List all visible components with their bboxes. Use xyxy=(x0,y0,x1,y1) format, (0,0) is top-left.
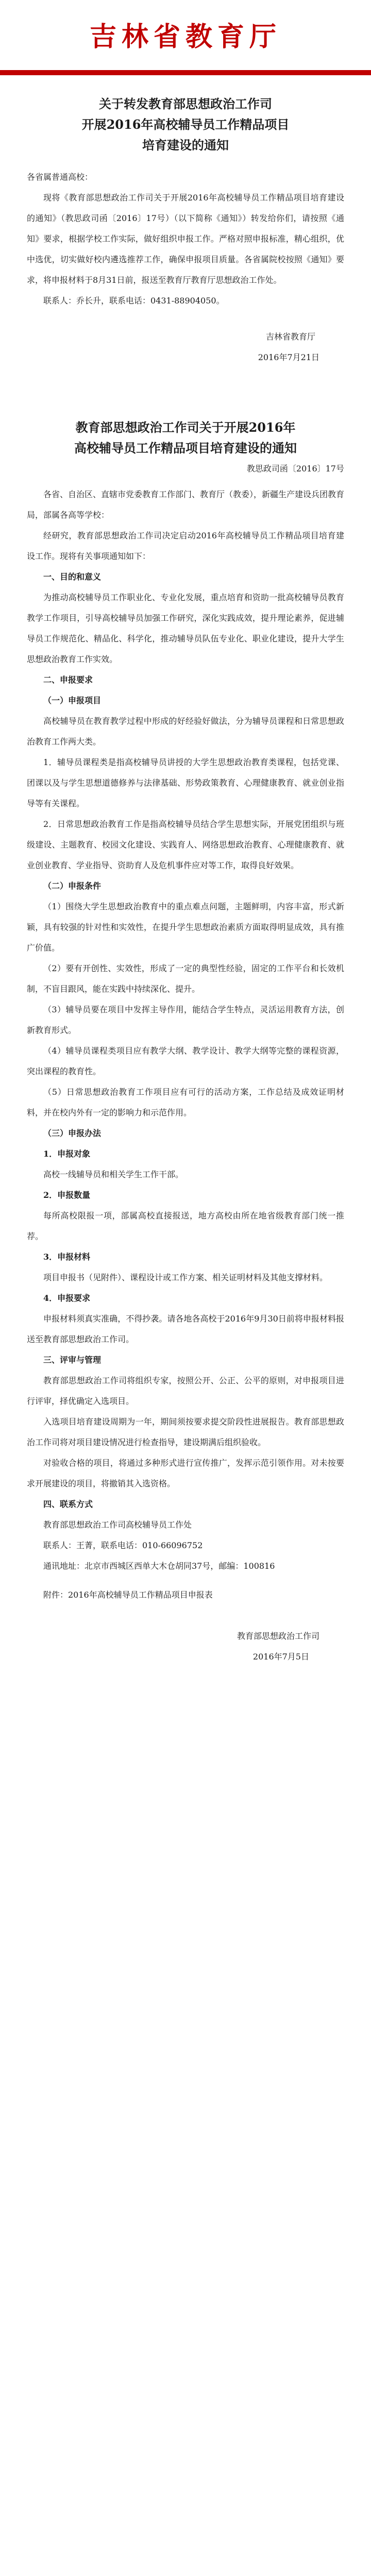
notice-title-line-2: 开展2016年高校辅导员工作精品项目 xyxy=(81,117,290,132)
subsection-heading: （二）申报条件 xyxy=(43,881,102,891)
masthead xyxy=(0,9,371,59)
subsection-heading: （三）申报办法 xyxy=(43,1128,102,1138)
circular xyxy=(0,417,371,1667)
notice xyxy=(0,94,371,368)
circular-intro: 经研究，教育部思想政治工作司决定启动2016年高校辅导员工作精品项目培育建设工作。现将有关事项通知如下： xyxy=(27,531,344,561)
contact-line: 通讯地址：北京市西城区西单大木仓胡同37号，邮编：100816 xyxy=(43,1561,275,1571)
section-heading: 四、联系方式 xyxy=(43,1499,93,1509)
notice-body: 现将《教育部思想政治工作司关于开展2016年高校辅导员工作精品项目培育建设的通知》（教思政司函〔2016〕17号）（以下简称《通知》）转发给你们，请按照《通知》要求，根据学校工作实际，做好组织申报工作。严格对照申报标准，精心组织，优中选优，切实做好校内遴选推荐工作，确保申报项目质量。各省属院校按照《通知》要求，将申报材料于8月31日前，报送至教育厅教育厅思想政治工作处。 xyxy=(27,193,344,285)
paragraph: （5）日常思想政治教育工作项目应有可行的活动方案，工作总结及成效证明材料，并在校内外有一定的影响力和示范作用。 xyxy=(27,1087,344,1117)
paragraph: 1．辅导员课程类是指高校辅导员讲授的大学生思想政治教育类课程，包括党课、团课以及与学生思想道德修养与法律基础、形势政策教育、心理健康教育、就业创业指导等有关课程。 xyxy=(27,757,344,808)
paragraph: 教育部思想政治工作司将组织专家，按照公开、公正、公平的原则，对申报项目进行评审，择优确定入选项目。 xyxy=(27,1376,344,1406)
item-heading: 1．申报对象 xyxy=(43,1149,91,1159)
paragraph: 每所高校限报一项，部属高校直接报送，地方高校由所在地省级教育部门统一推荐。 xyxy=(27,1211,344,1241)
circular-title-line-1: 教育部思想政治工作司关于开展2016年 xyxy=(75,420,296,435)
circular-doc-no: 教思政司函〔2016〕17号 xyxy=(246,464,344,473)
notice-sign-date: 2016年7月21日 xyxy=(258,352,319,362)
contact-line: 教育部思想政治工作司高校辅导员工作处 xyxy=(43,1520,192,1530)
section-heading: 一、目的和意义 xyxy=(43,572,102,582)
paragraph: （2）要有开创性、实效性，形成了一定的典型性经验，固定的工作平台和长效机制，不盲目跟风，能在实践中持续深化、提升。 xyxy=(27,963,344,994)
paragraph: （1）围绕大学生思想政治教育中的重点难点问题，主题鲜明，内容丰富，形式新颖，具有较强的针对性和实效性，在提升学生思想政治素质方面取得明显成效，具有推广价值。 xyxy=(27,902,344,953)
masthead-title: 吉林省教育厅 xyxy=(89,21,281,53)
paragraph: 申报材料须真实准确，不得抄袭。请各地各高校于2016年9月30日前将申报材料报送至教育部思想政治工作司。 xyxy=(27,1314,344,1344)
notice-sign-org: 吉林省教育厅 xyxy=(265,332,315,342)
paragraph: 入选项目培育建设周期为一年，期间须按要求提交阶段性进展报告。教育部思想政治工作司将对项目建设情况进行检查指导，建设期满后组织验收。 xyxy=(27,1417,344,1447)
item-heading: 3．申报材料 xyxy=(43,1252,91,1262)
attachment-line: 附件：2016年高校辅导员工作精品项目申报表 xyxy=(43,1590,213,1600)
notice-contact: 联系人：乔长升，联系电话：0431-88904050。 xyxy=(43,296,225,306)
paragraph: （4）辅导员课程类项目应有教学大纲、教学设计、教学大纲等完整的课程资源，突出课程的教育性。 xyxy=(27,1046,344,1076)
paragraph: 高校一线辅导员和相关学生工作干部。 xyxy=(43,1170,184,1179)
paragraph: 高校辅导员在教育教学过程中形成的好经验好做法，分为辅导员课程和日常思想政治教育工作两大类。 xyxy=(27,716,344,747)
item-heading: 4．申报要求 xyxy=(43,1293,91,1303)
circular-title-line-2: 高校辅导员工作精品项目培育建设的通知 xyxy=(74,440,297,455)
paragraph: （3）辅导员要在项目中发挥主导作用，能结合学生特点，灵活运用教育方法，创新教育形式。 xyxy=(27,1005,344,1035)
section-heading: 二、申报要求 xyxy=(43,675,93,685)
paragraph: 为推动高校辅导员工作职业化、专业化发展，重点培育和资助一批高校辅导员教育教学工作项目，引导高校辅导员加强工作研究，深化实践成效，提升理论素养，促进辅导员工作规范化、精品化、科学化，推动辅导员队伍专业化、职业化建设，提升大学生思想政治教育工作实效。 xyxy=(27,592,344,664)
circular-sign-org: 教育部思想政治工作司 xyxy=(237,1631,319,1641)
circular-sign-date: 2016年7月5日 xyxy=(252,1652,309,1662)
contact-line: 联系人：王菁，联系电话：010-66096752 xyxy=(43,1540,203,1550)
red-rule xyxy=(0,70,371,75)
item-heading: 2．申报数量 xyxy=(43,1190,91,1200)
paragraph: 2．日常思想政治教育工作是指高校辅导员结合学生思想实际，开展党团组织与班级建设、主题教育、校园文化建设、实践育人、网络思想政治教育、心理健康教育、就业创业教育、学业指导、资助育人及危机事件应对等工作，取得良好效果。 xyxy=(27,819,344,870)
circular-salutation: 各省、自治区、直辖市党委教育工作部门、教育厅（教委），新疆生产建设兵团教育局，部属各高等学校： xyxy=(27,489,345,520)
notice-title-line-1: 关于转发教育部思想政治工作司 xyxy=(99,96,272,111)
notice-salutation: 各省属普通高校： xyxy=(27,172,93,182)
notice-title-line-3: 培育建设的通知 xyxy=(142,138,229,152)
subsection-heading: （一）申报项目 xyxy=(43,696,102,705)
paragraph: 项目申报书（见附件）、课程设计或工作方案、相关证明材料及其他支撑材料。 xyxy=(43,1273,328,1282)
paragraph: 对验收合格的项目，将通过多种形式进行宣传推广，发挥示范引领作用。对未按要求开展建设的项目，将撤销其入选资格。 xyxy=(27,1458,344,1488)
section-heading: 三、评审与管理 xyxy=(43,1355,102,1365)
